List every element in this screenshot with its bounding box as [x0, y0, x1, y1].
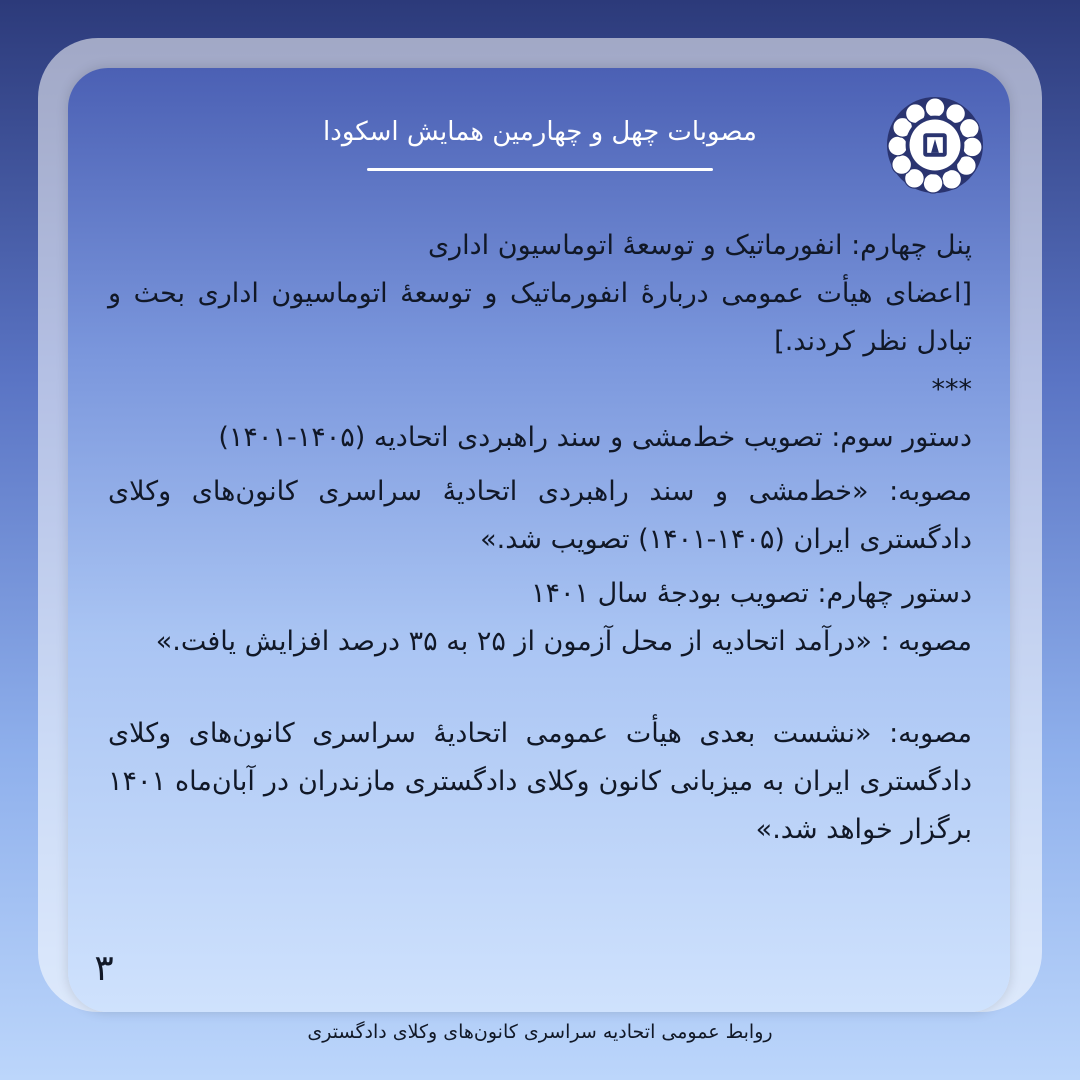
agenda-item-3: دستور سوم: تصویب خط‌مشی و سند راهبردی اتحادیه (۱۴۰۵-۱۴۰۱) [218, 422, 972, 453]
panel-heading: پنل چهارم: انفورماتیک و توسعۀ اتوماسیون اداری [427, 230, 972, 261]
page-title: مصوبات چهل و چهارمین همایش اسکودا [323, 117, 757, 147]
resolution-4: مصوبه : «درآمد اتحادیه از محل آزمون از ۲۵ به ۳۵ درصد افزایش یافت.» [155, 626, 972, 657]
separator: *** [931, 374, 972, 405]
association-emblem-icon [886, 96, 984, 194]
resolution-3: مصوبه: «خط‌مشی و سند راهبردی اتحادیۀ سراسری کانون‌های وکلای دادگستری ایران (۱۴۰۵-۱۴۰۱) تصویب شد.» [108, 476, 972, 555]
body-text [108, 222, 972, 854]
agenda-item-4: دستور چهارم: تصویب بودجۀ سال ۱۴۰۱ [531, 578, 972, 609]
page-number: ۳ [94, 948, 114, 989]
title-underline [367, 168, 713, 171]
footer-text: روابط عمومی اتحادیه سراسری کانون‌های وکلای دادگستری [307, 1021, 773, 1043]
panel-description: [اعضای هیأت عمومی دربارۀ انفورماتیک و توسعۀ اتوماسیون اداری بحث و تبادل نظر کردند.] [108, 278, 972, 357]
resolution-next-meeting: مصوبه: «نشست بعدی هیأت عمومی اتحادیۀ سراسری کانون‌های وکلای دادگستری ایران به میزبانی کانون وکلای دادگستری مازندران در آبان‌ماه ۱۴۰۱ برگزار خواهد شد.» [108, 718, 972, 845]
